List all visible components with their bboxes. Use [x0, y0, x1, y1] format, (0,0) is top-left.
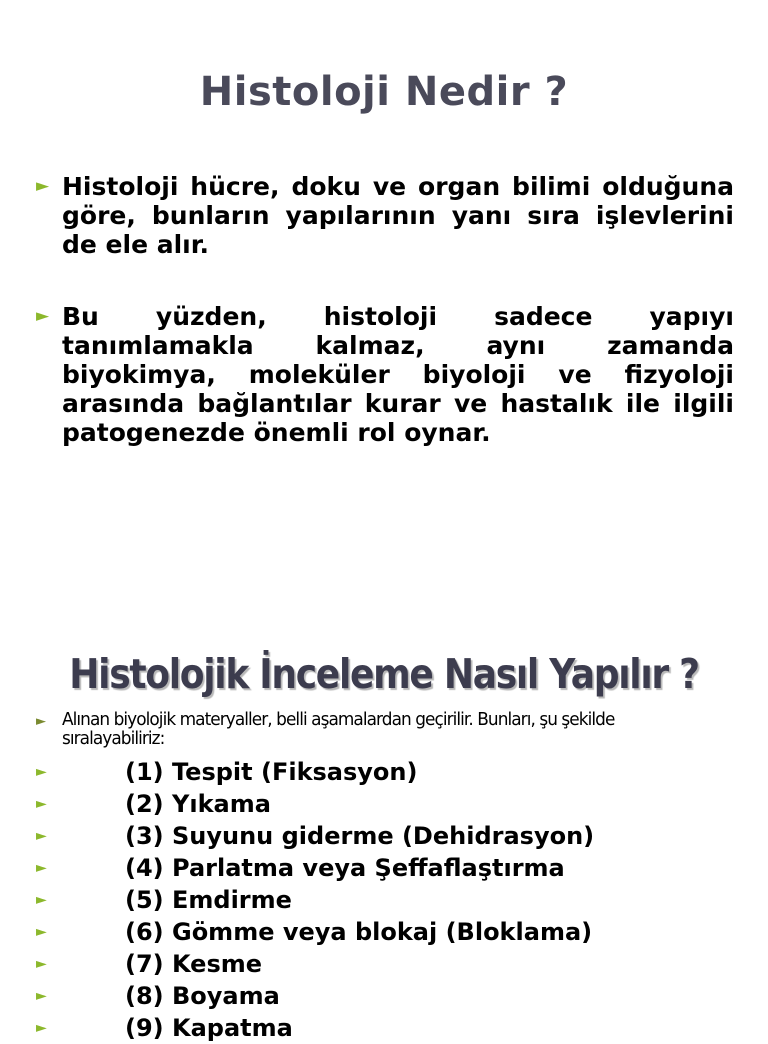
- bullet-arrow-icon: ►: [36, 796, 47, 812]
- list-item: [36, 1012, 756, 1044]
- bullet-arrow-icon: ►: [36, 860, 47, 876]
- steps-list: [36, 756, 756, 1044]
- list-item: [36, 980, 756, 1012]
- bullet-arrow-icon: ►: [36, 988, 47, 1004]
- list-item: [36, 820, 756, 852]
- bullet-arrow-icon: ►: [36, 956, 47, 972]
- bullet-arrow-icon: ►: [36, 924, 47, 940]
- step-label: (3) Suyunu giderme (Dehidrasyon): [125, 822, 595, 850]
- bullet-arrow-icon: ►: [36, 764, 47, 780]
- list-item: [36, 884, 756, 916]
- bullet-arrow-icon: ►: [36, 176, 50, 196]
- step-label: (1) Tespit (Fiksasyon): [125, 758, 418, 786]
- slide-title: Histoloji Nedir ?: [199, 68, 569, 115]
- step-label: (8) Boyama: [125, 982, 280, 1010]
- intro-text: Alınan biyolojik materyaller, belli aşamalardan geçirilir. Bunları, şu şekilde sıralayabiliriz:: [62, 709, 615, 749]
- bullet-arrow-icon: ►: [36, 828, 47, 844]
- step-label: (9) Kapatma: [125, 1014, 293, 1042]
- list-item: [36, 852, 756, 884]
- bullet-paragraph: [36, 172, 734, 259]
- list-item: [36, 788, 756, 820]
- bullet-text: Bu yüzden, histoloji sadece yapıyı tanımlamakla kalmaz, aynı zamanda biyokimya, moleküler biyoloji ve fizyoloji arasında bağlantılar kurar ve hastalık ile ilgili patogenezde önemli rol oynar.: [62, 302, 734, 447]
- list-item: [36, 948, 756, 980]
- step-label: (2) Yıkama: [125, 790, 271, 818]
- step-label: (4) Parlatma veya Şeffaflaştırma: [125, 854, 565, 882]
- step-label: (6) Gömme veya blokaj (Bloklama): [125, 918, 593, 946]
- list-item: [36, 756, 756, 788]
- bullet-text: Histoloji hücre, doku ve organ bilimi olduğuna göre, bunların yapılarının yanı sıra işlevlerini de ele alır.: [62, 172, 734, 259]
- bullet-arrow-icon: ►: [36, 714, 45, 729]
- step-label: (5) Emdirme: [125, 886, 292, 914]
- bullet-arrow-icon: ►: [36, 306, 50, 326]
- bullet-arrow-icon: ►: [36, 1020, 47, 1036]
- intro-paragraph: [36, 710, 736, 748]
- list-item: [36, 916, 756, 948]
- step-label: (7) Kesme: [125, 950, 263, 978]
- bullet-arrow-icon: ►: [36, 892, 47, 908]
- bullet-paragraph: [36, 302, 734, 447]
- section-title: Histolojik İnceleme Nasıl Yapılır ?: [69, 650, 699, 699]
